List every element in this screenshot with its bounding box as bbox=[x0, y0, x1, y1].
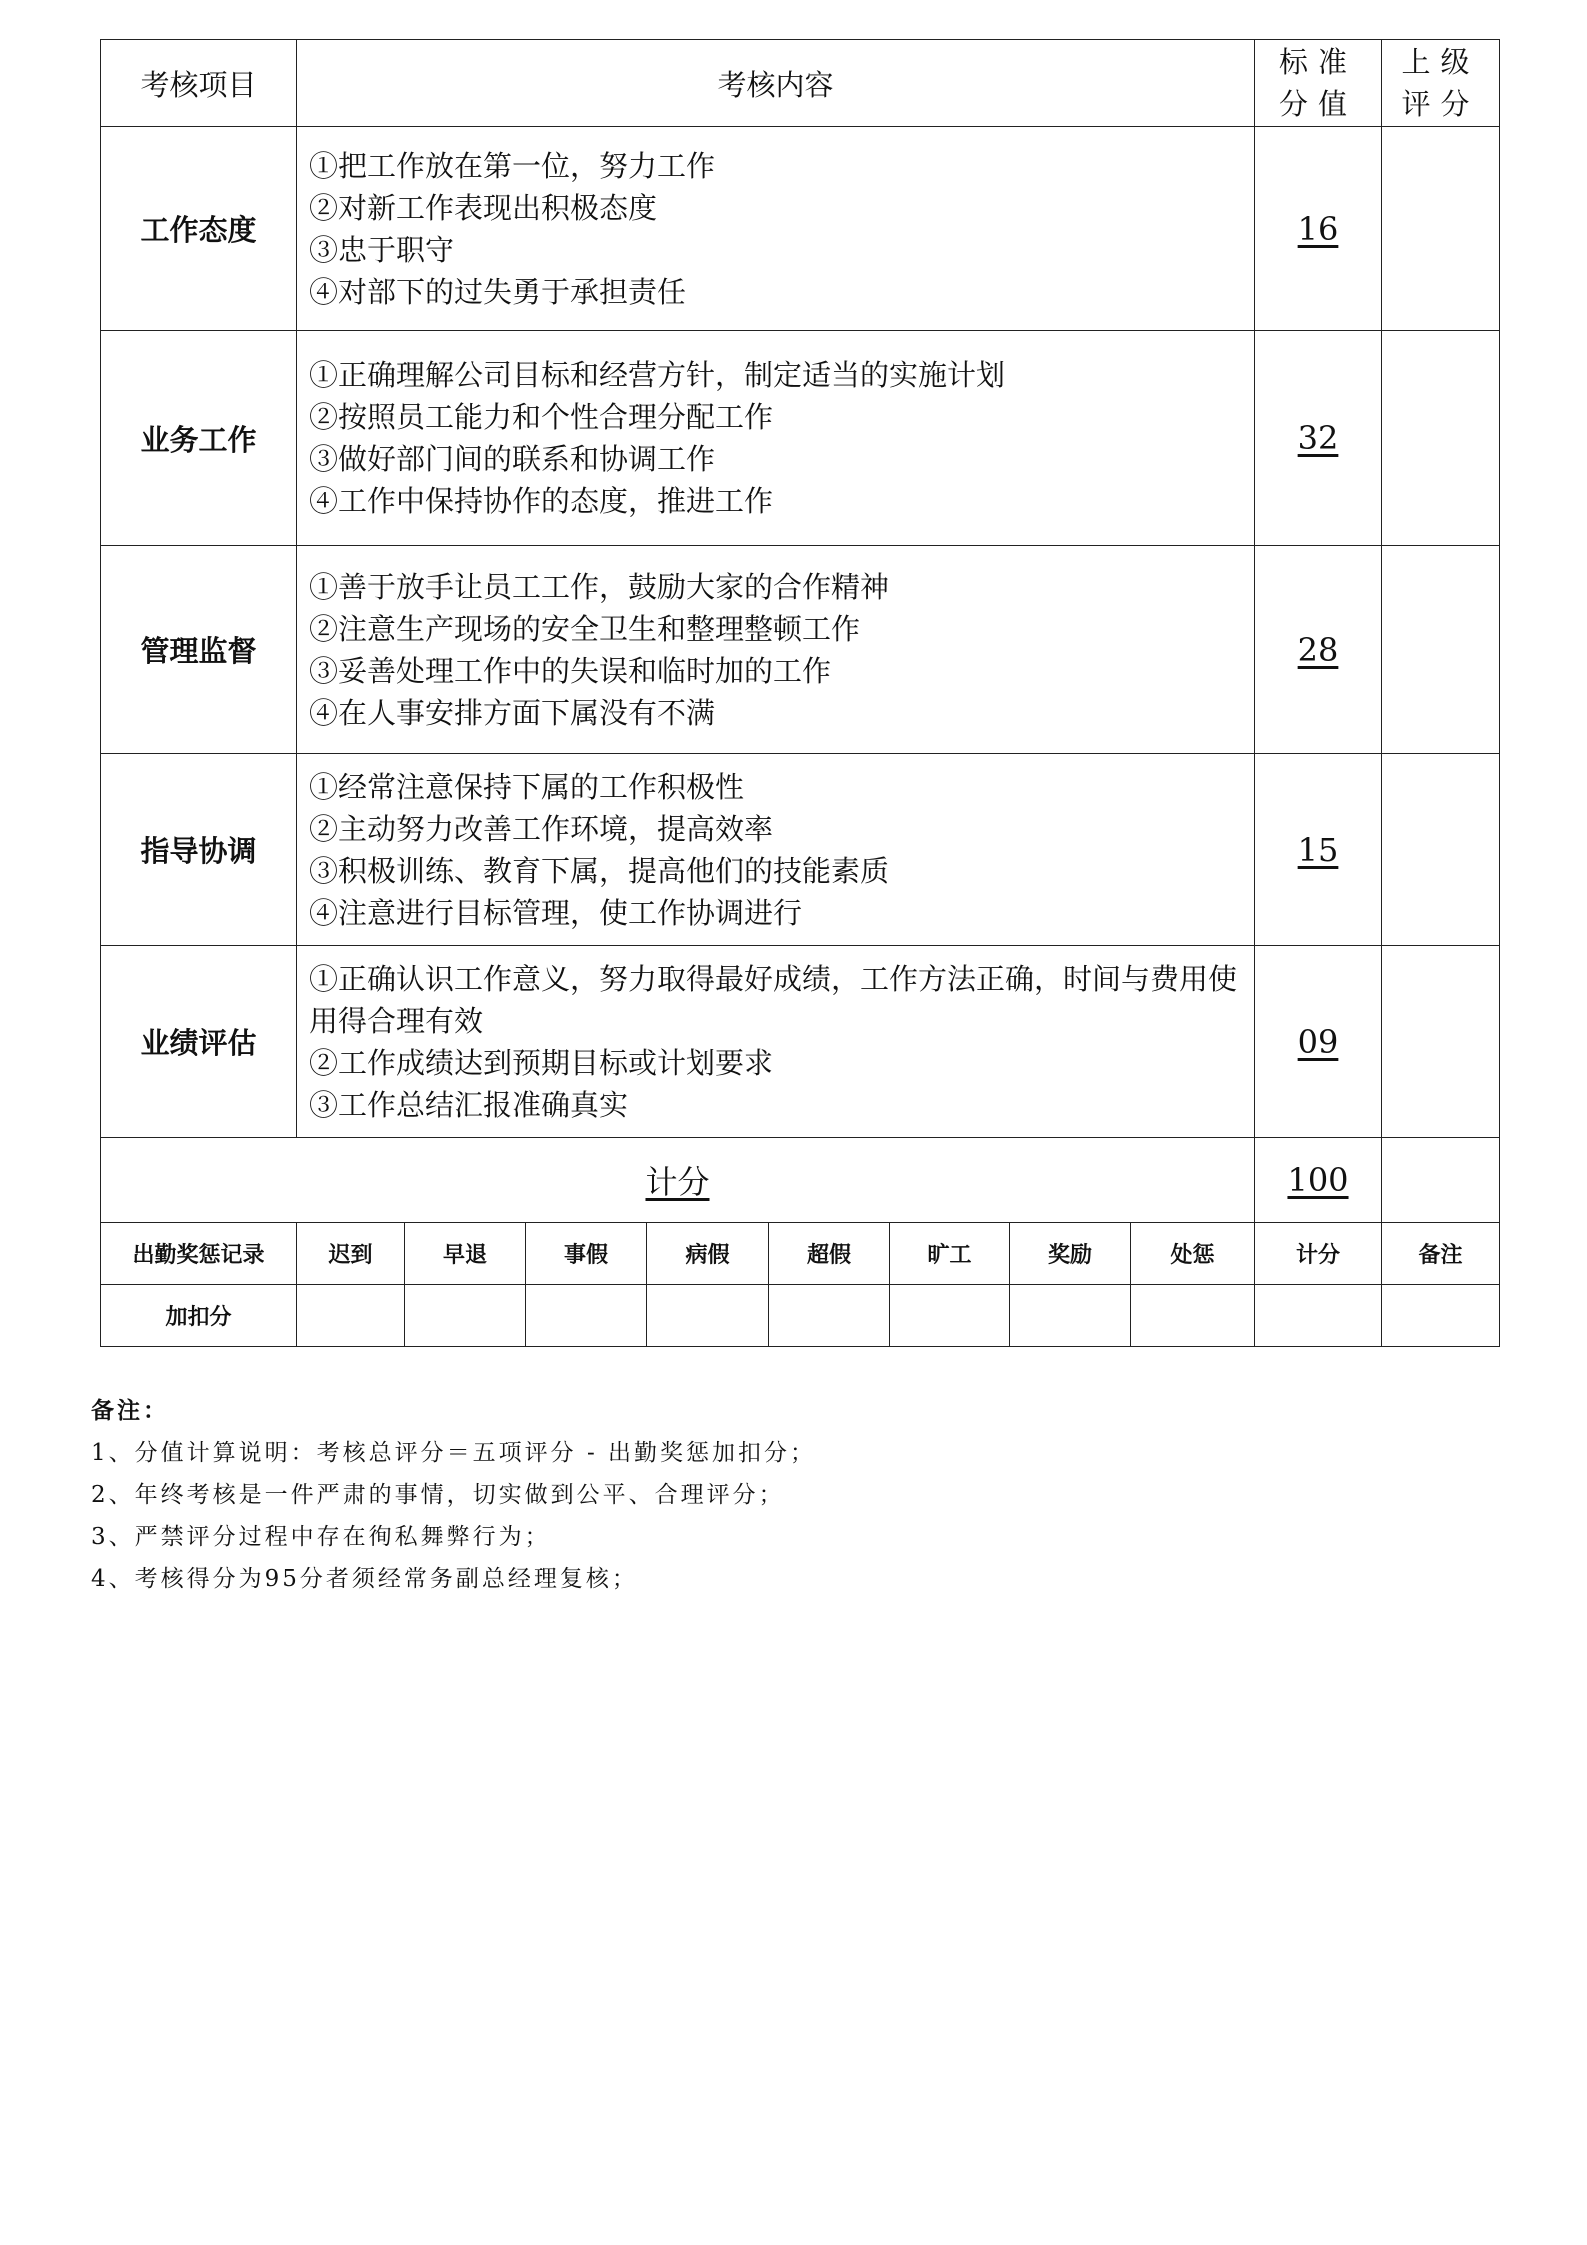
attendance-header: 事假 bbox=[526, 1223, 647, 1285]
attendance-cell[interactable] bbox=[405, 1285, 526, 1347]
content-item: ①正确理解公司目标和经营方针，制定适当的实施计划 bbox=[309, 358, 1006, 392]
notes-title: 备注： bbox=[91, 1397, 169, 1424]
notes-section bbox=[91, 1390, 816, 1600]
attendance-header: 病假 bbox=[647, 1223, 769, 1285]
superior-score-input[interactable] bbox=[1382, 331, 1500, 546]
attendance-header: 备注 bbox=[1382, 1223, 1500, 1285]
content-item: ①把工作放在第一位，努力工作 bbox=[309, 148, 716, 183]
content-item: ②对新工作表现出积极态度 bbox=[309, 190, 658, 225]
content-cell bbox=[297, 546, 1255, 754]
content-item: ③工作总结汇报准确真实 bbox=[309, 1087, 629, 1122]
attendance-header: 旷工 bbox=[890, 1223, 1010, 1285]
note-line: 1、分值计算说明：考核总评分＝五项评分 - 出勤奖惩加扣分； bbox=[91, 1440, 817, 1466]
standard-score: 15 bbox=[1255, 754, 1382, 946]
note-line: 3、严禁评分过程中存在徇私舞弊行为； bbox=[91, 1524, 551, 1550]
header-sup-line1: 上级 bbox=[1401, 45, 1480, 79]
category: 管理监督 bbox=[101, 546, 297, 754]
content-item: ③积极训练、教育下属，提高他们的技能素质 bbox=[309, 853, 890, 888]
content-cell bbox=[297, 331, 1255, 546]
header-std-line2: 分值 bbox=[1278, 87, 1357, 121]
category: 指导协调 bbox=[101, 754, 297, 946]
header-standard-score bbox=[1255, 40, 1382, 127]
total-row bbox=[101, 1138, 1500, 1223]
header-superior-score bbox=[1382, 40, 1500, 127]
category: 业务工作 bbox=[101, 331, 297, 546]
evaluation-table bbox=[100, 39, 1500, 1223]
content-item: ③做好部门间的联系和协调工作 bbox=[309, 442, 716, 476]
attendance-header: 奖励 bbox=[1010, 1223, 1131, 1285]
content-item: ②工作成绩达到预期目标或计划要求 bbox=[309, 1045, 774, 1080]
table-row bbox=[101, 754, 1500, 946]
content-cell bbox=[297, 754, 1255, 946]
attendance-header: 计分 bbox=[1255, 1223, 1382, 1285]
content-cell bbox=[297, 946, 1255, 1138]
superior-score-input[interactable] bbox=[1382, 946, 1500, 1138]
total-label: 计分 bbox=[101, 1138, 1255, 1223]
attendance-header: 早退 bbox=[405, 1223, 526, 1285]
attendance-cell[interactable] bbox=[647, 1285, 769, 1347]
content-item: ②注意生产现场的安全卫生和整理整顿工作 bbox=[309, 611, 861, 646]
header-content: 考核内容 bbox=[297, 40, 1255, 127]
header-std-line1: 标准 bbox=[1278, 45, 1357, 79]
content-item: ④在人事安排方面下属没有不满 bbox=[309, 695, 716, 730]
content-cell bbox=[297, 127, 1255, 331]
attendance-row-label: 加扣分 bbox=[101, 1285, 297, 1347]
superior-score-input[interactable] bbox=[1382, 546, 1500, 754]
attendance-cell[interactable] bbox=[1131, 1285, 1255, 1347]
attendance-cell[interactable] bbox=[769, 1285, 890, 1347]
content-item: ④对部下的过失勇于承担责任 bbox=[309, 274, 687, 309]
superior-score-input[interactable] bbox=[1382, 127, 1500, 331]
attendance-table bbox=[100, 1222, 1500, 1347]
attendance-header: 迟到 bbox=[297, 1223, 405, 1285]
content-item: ④注意进行目标管理，使工作协调进行 bbox=[309, 895, 803, 930]
content-item: ③忠于职守 bbox=[309, 232, 455, 267]
content-item: ①经常注意保持下属的工作积极性 bbox=[309, 769, 745, 804]
header-sup-line2: 评分 bbox=[1401, 87, 1480, 121]
content-item: ④工作中保持协作的态度，推进工作 bbox=[309, 484, 774, 518]
note-line: 2、年终考核是一件严肃的事情，切实做到公平、合理评分； bbox=[91, 1482, 785, 1508]
attendance-header-row bbox=[101, 1223, 1500, 1285]
content-item: ③妥善处理工作中的失误和临时加的工作 bbox=[309, 653, 832, 688]
category: 工作态度 bbox=[101, 127, 297, 331]
total-score: 100 bbox=[1255, 1138, 1382, 1223]
content-item: ②主动努力改善工作环境，提高效率 bbox=[309, 811, 774, 846]
category: 业绩评估 bbox=[101, 946, 297, 1138]
header-row bbox=[101, 40, 1500, 127]
standard-score: 32 bbox=[1255, 331, 1382, 546]
table-row bbox=[101, 546, 1500, 754]
attendance-header: 出勤奖惩记录 bbox=[101, 1223, 297, 1285]
table-row bbox=[101, 331, 1500, 546]
attendance-cell[interactable] bbox=[526, 1285, 647, 1347]
content-item: ②按照员工能力和个性合理分配工作 bbox=[309, 400, 774, 434]
standard-score: 16 bbox=[1255, 127, 1382, 331]
attendance-cell[interactable] bbox=[1010, 1285, 1131, 1347]
attendance-cell[interactable] bbox=[890, 1285, 1010, 1347]
attendance-header: 超假 bbox=[769, 1223, 890, 1285]
header-item: 考核项目 bbox=[101, 40, 297, 127]
superior-score-input[interactable] bbox=[1382, 754, 1500, 946]
attendance-cell[interactable] bbox=[1382, 1285, 1500, 1347]
standard-score: 28 bbox=[1255, 546, 1382, 754]
content-item: ①正确认识工作意义，努力取得最好成绩，工作方法正确，时间与费用使用得合理有效 bbox=[309, 961, 1238, 1038]
note-line: 4、考核得分为95分者须经常务副总经理复核； bbox=[91, 1566, 638, 1592]
content-item: ①善于放手让员工工作，鼓励大家的合作精神 bbox=[309, 569, 890, 604]
attendance-header: 处惩 bbox=[1131, 1223, 1255, 1285]
attendance-cell[interactable] bbox=[297, 1285, 405, 1347]
standard-score: 09 bbox=[1255, 946, 1382, 1138]
attendance-cell[interactable] bbox=[1255, 1285, 1382, 1347]
table-row bbox=[101, 127, 1500, 331]
table-row bbox=[101, 946, 1500, 1138]
attendance-row bbox=[101, 1285, 1500, 1347]
total-superior-input[interactable] bbox=[1382, 1138, 1500, 1223]
